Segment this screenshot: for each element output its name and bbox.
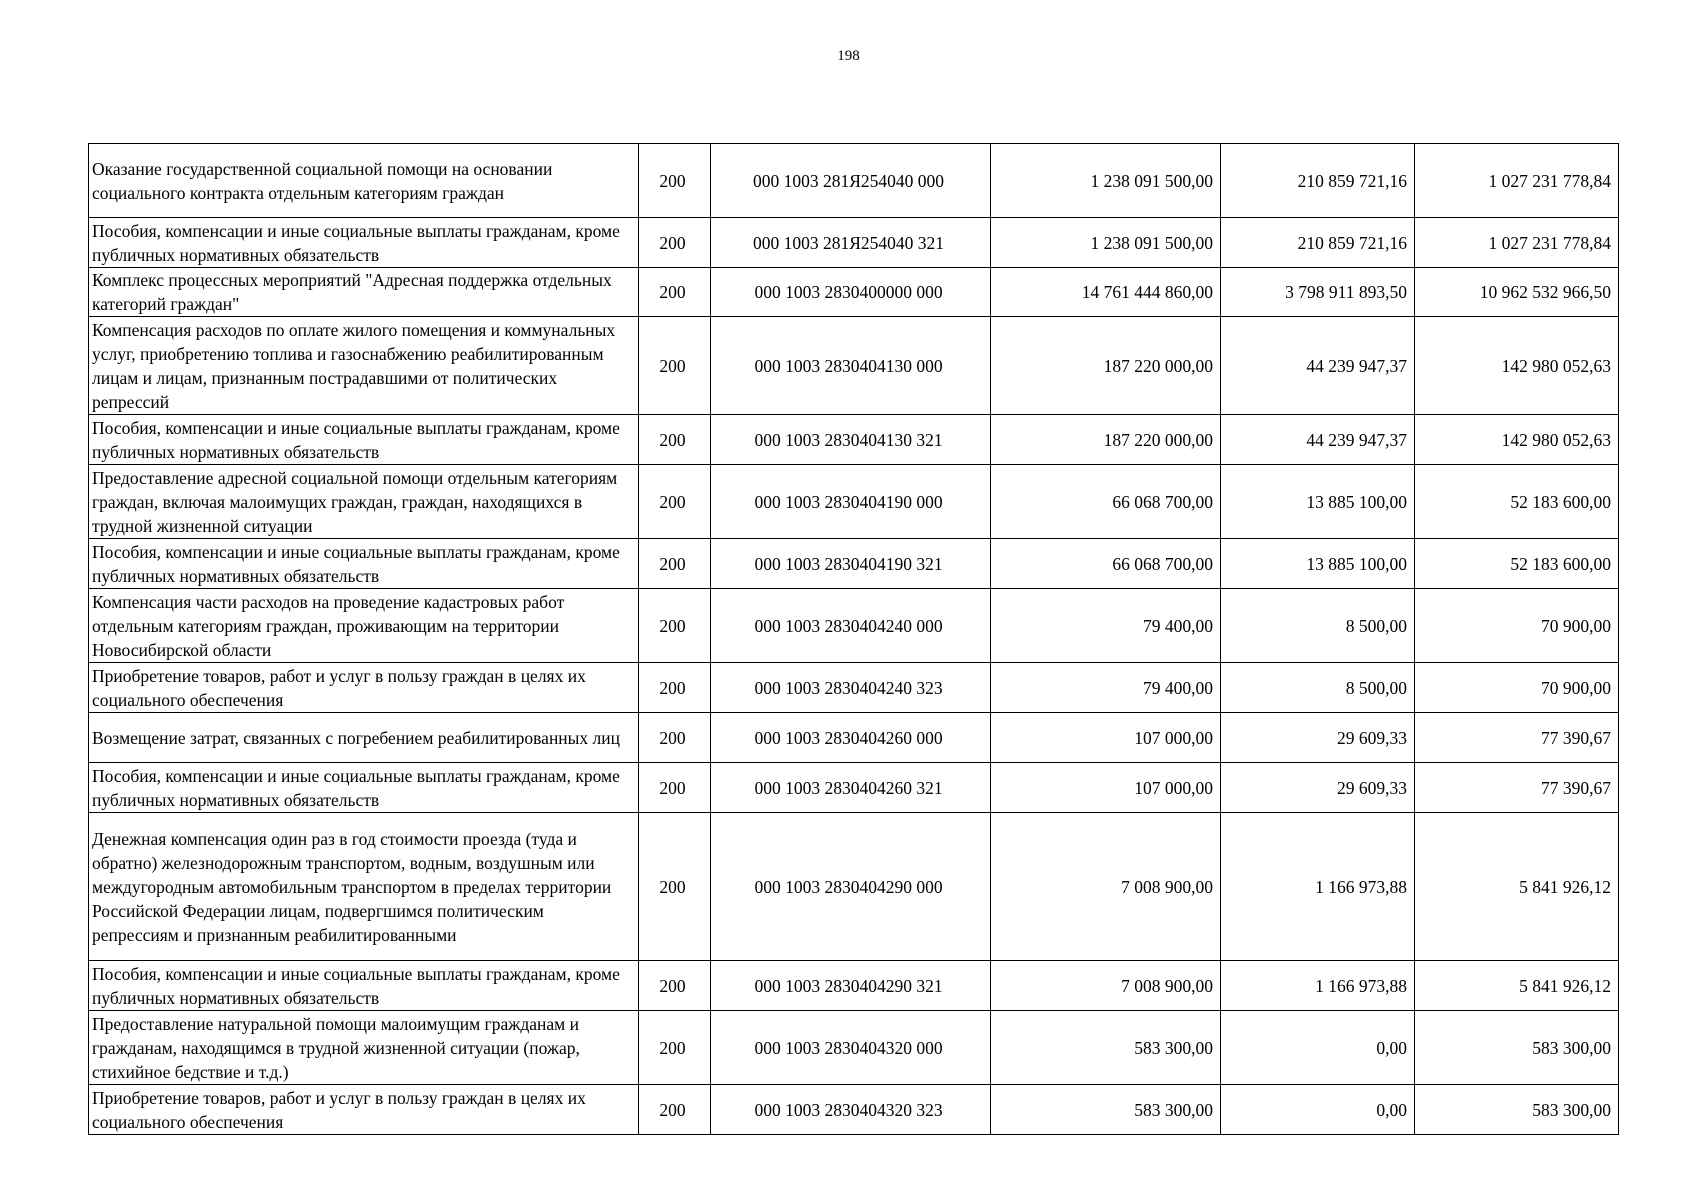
row-name: Приобретение товаров, работ и услуг в пользу граждан в целях их социального обеспечения (89, 663, 639, 713)
row-kbk: 000 1003 2830404240 323 (711, 663, 991, 713)
row-executed: 8 500,00 (1221, 589, 1415, 663)
row-approved: 79 400,00 (991, 663, 1221, 713)
row-executed: 13 885 100,00 (1221, 465, 1415, 539)
row-code: 200 (639, 961, 711, 1011)
row-executed: 1 166 973,88 (1221, 961, 1415, 1011)
row-unexecuted: 142 980 052,63 (1415, 317, 1619, 415)
row-code: 200 (639, 763, 711, 813)
table-row (89, 713, 1619, 763)
row-approved: 583 300,00 (991, 1011, 1221, 1085)
row-name: Компенсация части расходов на проведение кадастровых работ отдельным категориям граждан, проживающим на территории Новосибирской области (89, 589, 639, 663)
row-code: 200 (639, 415, 711, 465)
row-code: 200 (639, 813, 711, 961)
row-name: Пособия, компенсации и иные социальные выплаты гражданам, кроме публичных нормативных обязательств (89, 961, 639, 1011)
row-unexecuted: 77 390,67 (1415, 763, 1619, 813)
row-executed: 44 239 947,37 (1221, 317, 1415, 415)
row-name: Приобретение товаров, работ и услуг в пользу граждан в целях их социального обеспечения (89, 1085, 639, 1135)
row-executed: 29 609,33 (1221, 713, 1415, 763)
row-name: Возмещение затрат, связанных с погребением реабилитированных лиц (89, 713, 639, 763)
row-approved: 79 400,00 (991, 589, 1221, 663)
row-executed: 8 500,00 (1221, 663, 1415, 713)
row-name: Предоставление натуральной помощи малоимущим гражданам и гражданам, находящимся в трудной жизненной ситуации (пожар, стихийное бедствие и т.д.) (89, 1011, 639, 1085)
row-code: 200 (639, 317, 711, 415)
table-row (89, 268, 1619, 317)
table-row (89, 465, 1619, 539)
row-code: 200 (639, 1085, 711, 1135)
table-row (89, 763, 1619, 813)
row-kbk: 000 1003 2830404190 321 (711, 539, 991, 589)
row-name: Оказание государственной социальной помощи на основании социального контракта отдельным категориям граждан (89, 144, 639, 218)
table-row (89, 813, 1619, 961)
table-row (89, 539, 1619, 589)
row-executed: 44 239 947,37 (1221, 415, 1415, 465)
row-code: 200 (639, 539, 711, 589)
row-code: 200 (639, 713, 711, 763)
row-unexecuted: 583 300,00 (1415, 1085, 1619, 1135)
table-row (89, 415, 1619, 465)
row-executed: 3 798 911 893,50 (1221, 268, 1415, 317)
row-approved: 66 068 700,00 (991, 539, 1221, 589)
table-row (89, 589, 1619, 663)
row-code: 200 (639, 144, 711, 218)
row-unexecuted: 70 900,00 (1415, 589, 1619, 663)
row-kbk: 000 1003 2830400000 000 (711, 268, 991, 317)
row-executed: 29 609,33 (1221, 763, 1415, 813)
row-kbk: 000 1003 2830404240 000 (711, 589, 991, 663)
row-kbk: 000 1003 2830404290 321 (711, 961, 991, 1011)
row-approved: 1 238 091 500,00 (991, 144, 1221, 218)
table-row (89, 1085, 1619, 1135)
row-approved: 14 761 444 860,00 (991, 268, 1221, 317)
row-name: Пособия, компенсации и иные социальные выплаты гражданам, кроме публичных нормативных обязательств (89, 763, 639, 813)
row-executed: 210 859 721,16 (1221, 144, 1415, 218)
row-approved: 107 000,00 (991, 713, 1221, 763)
row-name: Пособия, компенсации и иные социальные выплаты гражданам, кроме публичных нормативных обязательств (89, 218, 639, 268)
row-code: 200 (639, 589, 711, 663)
row-unexecuted: 10 962 532 966,50 (1415, 268, 1619, 317)
row-name: Предоставление адресной социальной помощи отдельным категориям граждан, включая малоимущих граждан, граждан, находящихся в трудной жизненной ситуации (89, 465, 639, 539)
table-row (89, 1011, 1619, 1085)
row-code: 200 (639, 663, 711, 713)
row-executed: 13 885 100,00 (1221, 539, 1415, 589)
row-name: Денежная компенсация один раз в год стоимости проезда (туда и обратно) железнодорожным транспортом, водным, воздушным или междугородным автомобильным транспортом в пределах территории Российской Федерации лицам, подвергшимся политическим репрессиям и признанным реабилитированными (89, 813, 639, 961)
row-kbk: 000 1003 2830404290 000 (711, 813, 991, 961)
row-kbk: 000 1003 2830404130 321 (711, 415, 991, 465)
page-number: 198 (837, 48, 860, 64)
row-unexecuted: 70 900,00 (1415, 663, 1619, 713)
row-code: 200 (639, 218, 711, 268)
row-kbk: 000 1003 2830404260 321 (711, 763, 991, 813)
row-code: 200 (639, 268, 711, 317)
row-executed: 0,00 (1221, 1011, 1415, 1085)
table-row (89, 961, 1619, 1011)
row-unexecuted: 5 841 926,12 (1415, 961, 1619, 1011)
table-row (89, 218, 1619, 268)
row-unexecuted: 52 183 600,00 (1415, 465, 1619, 539)
row-approved: 1 238 091 500,00 (991, 218, 1221, 268)
table-row (89, 663, 1619, 713)
row-unexecuted: 142 980 052,63 (1415, 415, 1619, 465)
row-executed: 0,00 (1221, 1085, 1415, 1135)
row-approved: 7 008 900,00 (991, 813, 1221, 961)
table-row (89, 317, 1619, 415)
row-kbk: 000 1003 281Я254040 000 (711, 144, 991, 218)
row-unexecuted: 5 841 926,12 (1415, 813, 1619, 961)
row-executed: 210 859 721,16 (1221, 218, 1415, 268)
row-name: Комплекс процессных мероприятий "Адресная поддержка отдельных категорий граждан" (89, 268, 639, 317)
row-name: Пособия, компенсации и иные социальные выплаты гражданам, кроме публичных нормативных обязательств (89, 539, 639, 589)
row-unexecuted: 1 027 231 778,84 (1415, 144, 1619, 218)
table-row (89, 144, 1619, 218)
row-kbk: 000 1003 2830404130 000 (711, 317, 991, 415)
row-code: 200 (639, 1011, 711, 1085)
expenditure-table (88, 143, 1619, 1135)
row-approved: 7 008 900,00 (991, 961, 1221, 1011)
row-name: Пособия, компенсации и иные социальные выплаты гражданам, кроме публичных нормативных обязательств (89, 415, 639, 465)
row-approved: 583 300,00 (991, 1085, 1221, 1135)
row-approved: 187 220 000,00 (991, 415, 1221, 465)
row-unexecuted: 583 300,00 (1415, 1011, 1619, 1085)
row-kbk: 000 1003 2830404320 323 (711, 1085, 991, 1135)
row-kbk: 000 1003 2830404320 000 (711, 1011, 991, 1085)
row-executed: 1 166 973,88 (1221, 813, 1415, 961)
row-unexecuted: 1 027 231 778,84 (1415, 218, 1619, 268)
row-kbk: 000 1003 2830404260 000 (711, 713, 991, 763)
row-kbk: 000 1003 281Я254040 321 (711, 218, 991, 268)
row-unexecuted: 52 183 600,00 (1415, 539, 1619, 589)
row-approved: 66 068 700,00 (991, 465, 1221, 539)
row-kbk: 000 1003 2830404190 000 (711, 465, 991, 539)
row-approved: 107 000,00 (991, 763, 1221, 813)
row-name: Компенсация расходов по оплате жилого помещения и коммунальных услуг, приобретению топлива и газоснабжению реабилитированным лицам и лицам, признанным пострадавшими от политических репрессий (89, 317, 639, 415)
row-code: 200 (639, 465, 711, 539)
row-approved: 187 220 000,00 (991, 317, 1221, 415)
row-unexecuted: 77 390,67 (1415, 713, 1619, 763)
